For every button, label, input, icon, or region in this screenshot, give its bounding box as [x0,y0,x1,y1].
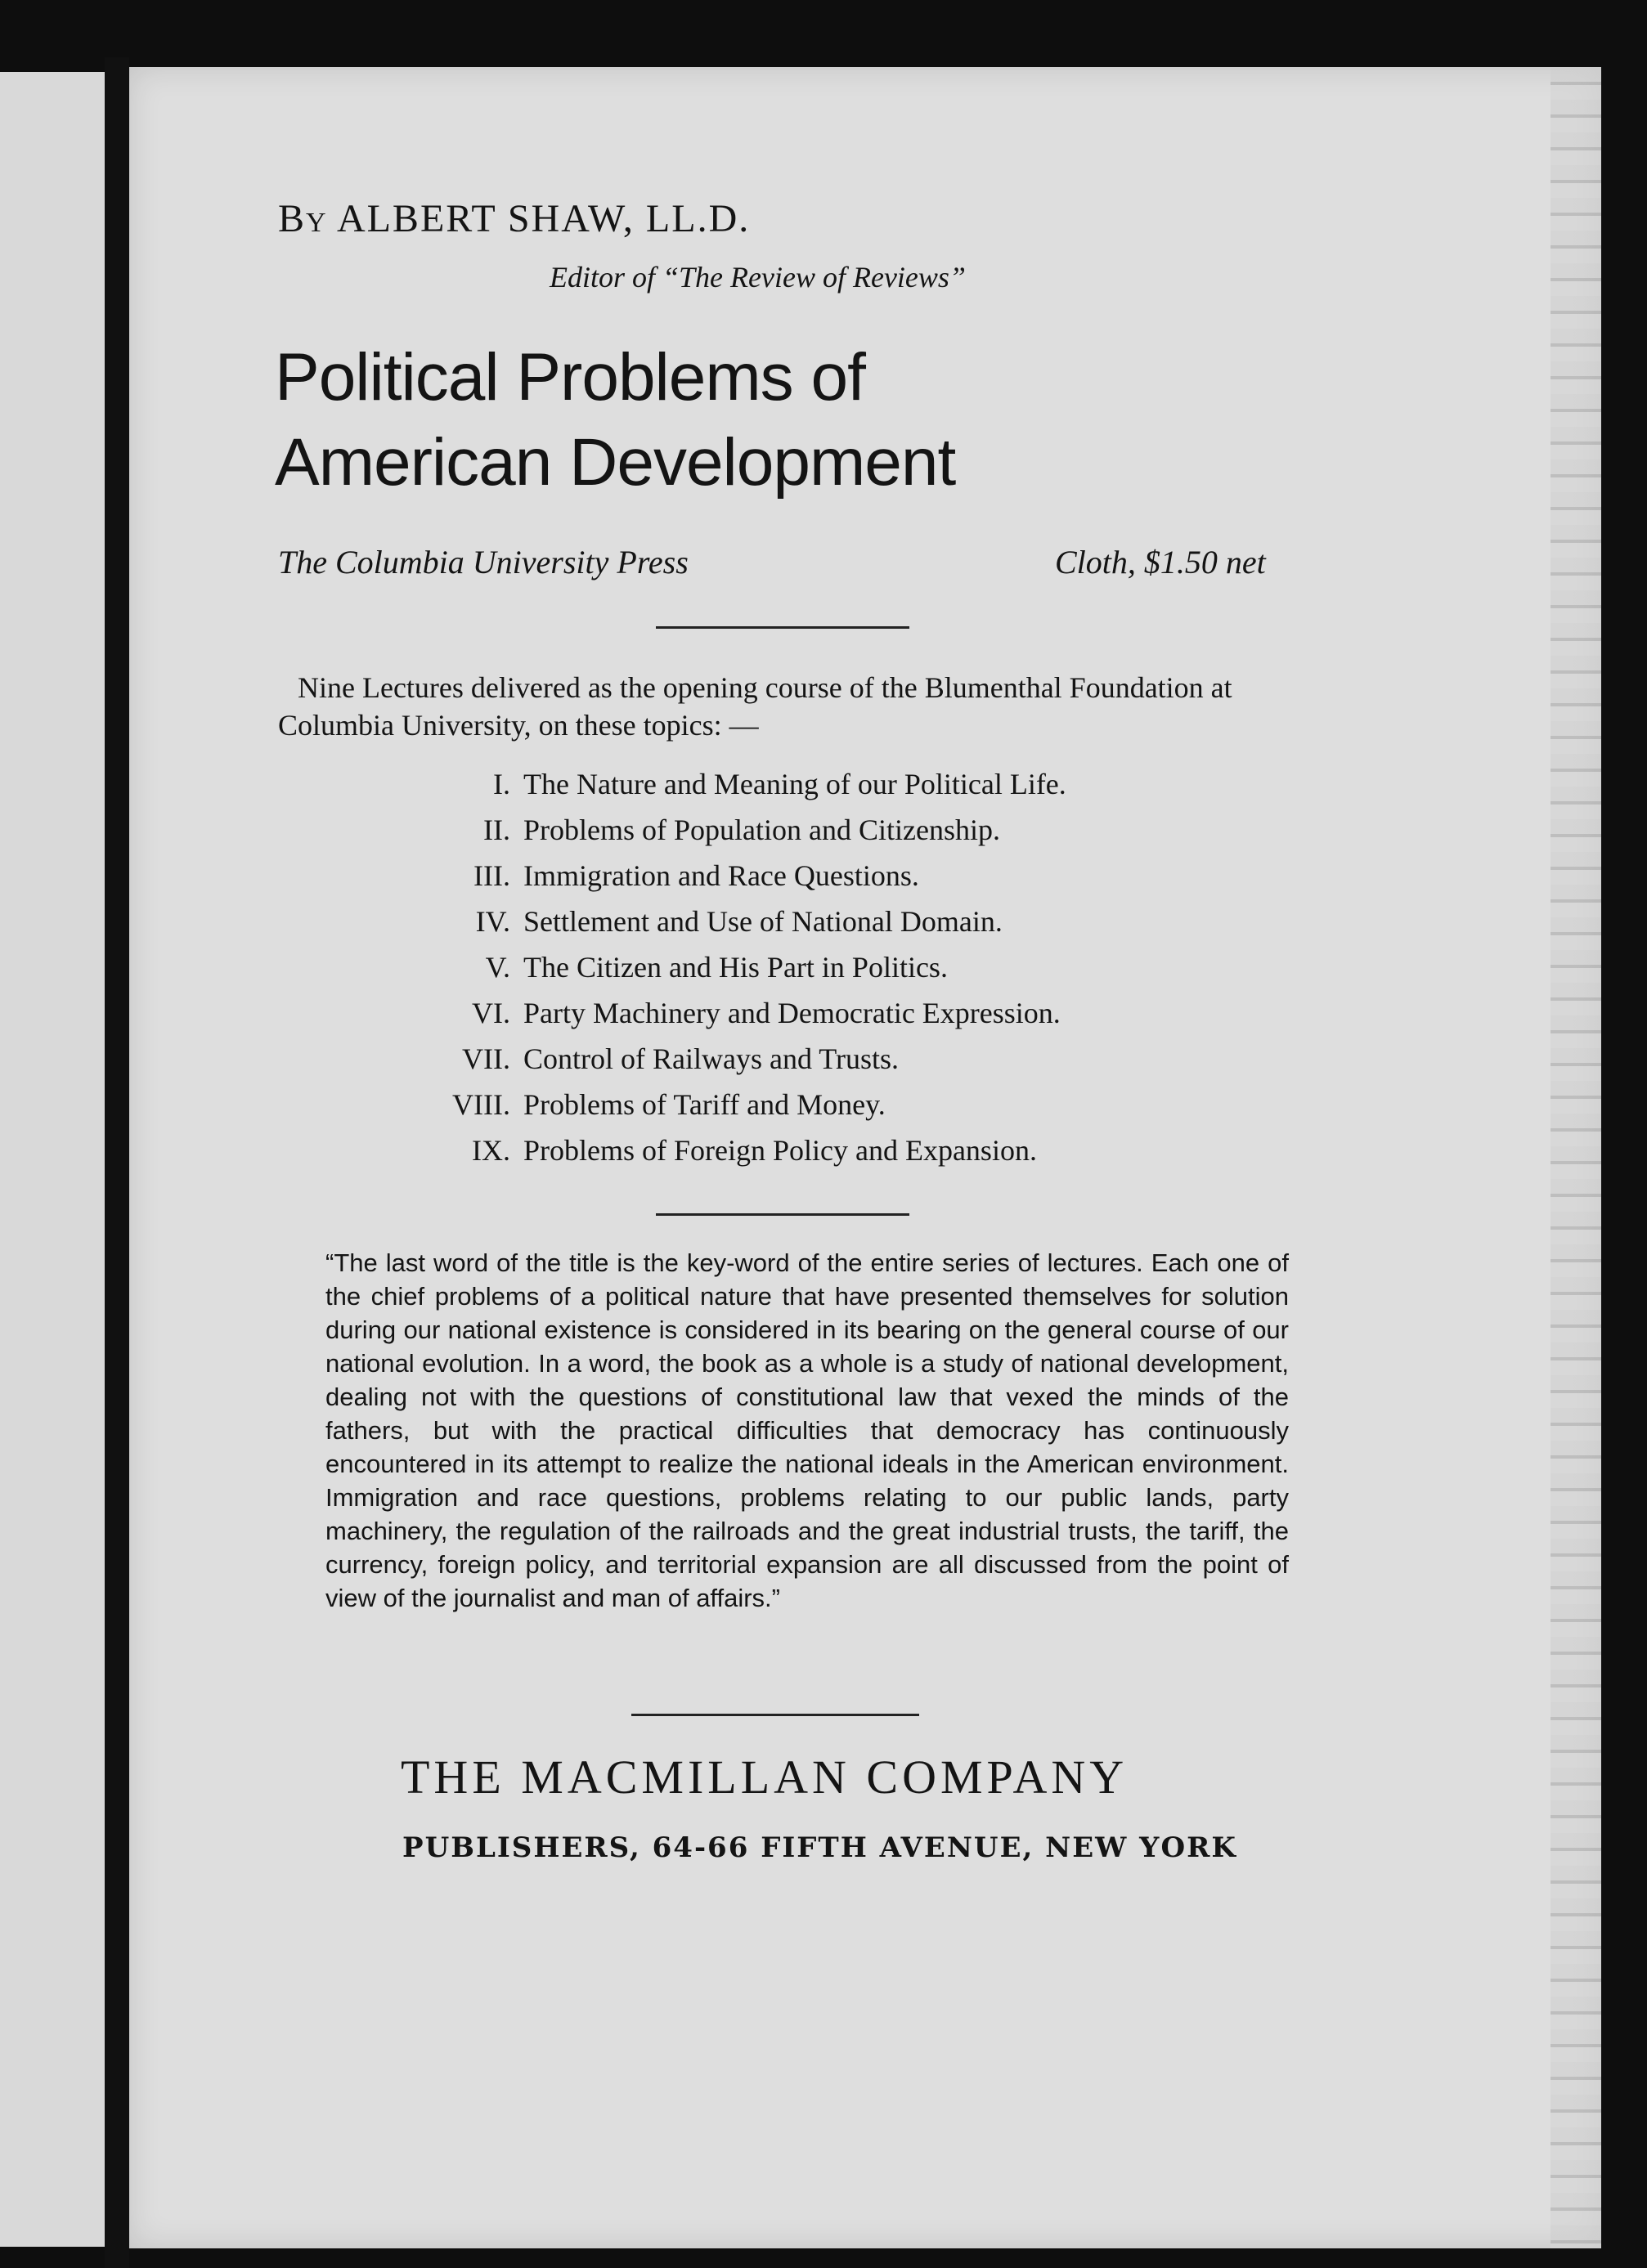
topic-label: Problems of Tariff and Money. [523,1088,886,1121]
divider-rule [656,626,909,629]
page-edge [1551,67,1601,2248]
review-quote: “The last word of the title is the key-word of the entire series of lectures. Each one of the chief problems of a political nature that have presented themselves for solution during our national existence is considered in its bearing on the general course of our national evolution. In a word, the book as a whole is a study of national development, dealing not with the questions of constitutional law that vexed the minds of the fathers, but with the practical difficulties that democracy has continuously encountered in its attempt to realize the national ideals in the American environment. Immigration and race questions, problems relating to our public lands, party machinery, the regulation of the railroads and the great industrial trusts, the tariff, the currency, foreign policy, and territorial expansion are all discussed from the point of view of the journalist and man of affairs.” [325,1248,1289,1612]
list-item [417,858,1066,904]
list-item [417,813,1066,858]
list-item [417,996,1066,1042]
topic-number: VIII. [452,1088,510,1121]
topic-number: IX. [472,1134,510,1167]
by-label: By [278,197,328,240]
topic-label: Control of Railways and Trusts. [523,1042,900,1075]
list-item [417,767,1066,813]
publisher-press: The Columbia University Press [278,544,689,580]
topic-number: I. [493,768,510,800]
topic-label: The Citizen and His Part in Politics. [523,951,948,984]
title-line-1: Political Problems of [275,340,865,415]
divider-rule [656,1213,909,1216]
divider-rule [631,1714,919,1716]
title-line-2: American Development [275,425,956,500]
topic-label: Settlement and Use of National Domain. [523,905,1003,938]
topic-number: VII. [462,1042,510,1075]
list-item [417,1087,1066,1133]
lecture-topics-list [417,767,1066,1179]
price: Cloth, $1.50 net [1055,544,1266,580]
topic-number: V. [485,951,510,984]
book-title [275,335,1338,505]
topic-label: Party Machinery and Democratic Expression. [523,997,1061,1029]
publisher-name: THE MACMILLAN COMPANY [401,1750,1129,1804]
topic-number: III. [473,859,510,892]
list-item [417,1133,1066,1179]
topic-label: Problems of Foreign Policy and Expansion. [523,1134,1037,1167]
intro-paragraph: Nine Lectures delivered as the opening course of the Blumenthal Foundation at Columbia University, on these topics: — [278,671,1232,742]
publisher-address: PUBLISHERS, 64-66 FIFTH AVENUE, NEW YORK [402,1831,1237,1864]
topic-number: II. [483,814,510,846]
list-item [417,1042,1066,1087]
topic-label: The Nature and Meaning of our Political Life. [523,768,1066,800]
book-gutter [105,57,129,2268]
facing-page [0,72,105,2247]
editor-credit: Editor of “The Review of Reviews” [550,261,966,294]
list-item [417,904,1066,950]
author-name: ALBERT SHAW, LL.D. [336,197,751,240]
list-item [417,950,1066,996]
author-line [278,196,750,241]
topic-label: Problems of Population and Citizenship. [523,814,1000,846]
topic-label: Immigration and Race Questions. [523,859,919,892]
topic-number: IV. [475,905,510,938]
topic-number: VI. [472,997,510,1029]
